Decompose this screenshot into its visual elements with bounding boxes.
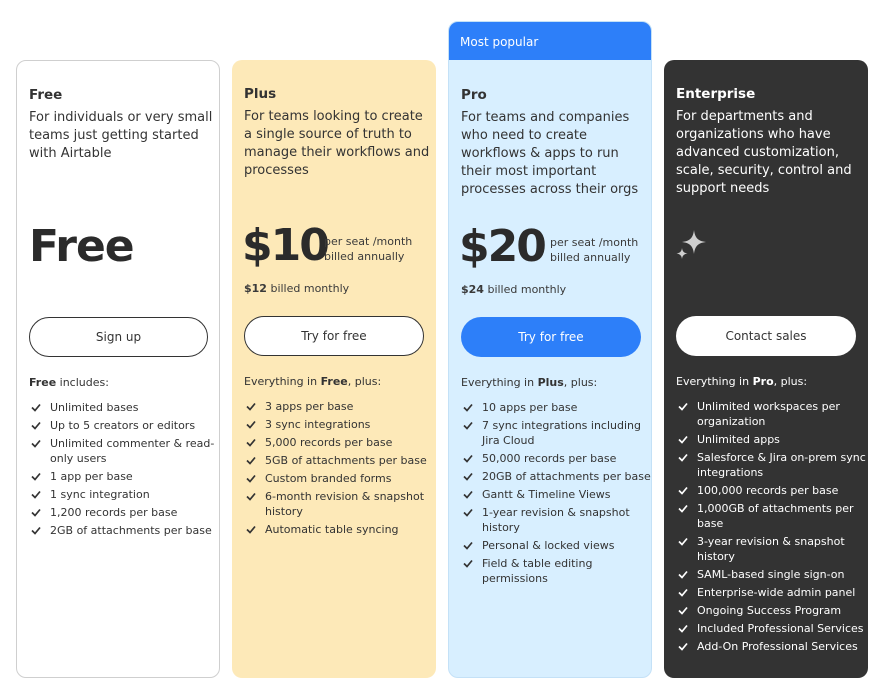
feature-text: Unlimited bases [50, 401, 139, 414]
check-icon [246, 456, 256, 465]
check-icon [678, 402, 688, 411]
feature-item [244, 399, 434, 414]
check-icon [463, 454, 473, 463]
plan-description: For teams looking to create a single source of truth to manage their workflows and processes [244, 109, 430, 178]
feature-item [244, 522, 434, 537]
contact-sales-button[interactable]: Contact sales [676, 316, 856, 356]
feature-item [461, 469, 651, 484]
feature-item [461, 400, 651, 415]
feature-text: 5GB of attachments per base [265, 454, 427, 467]
feature-item [29, 436, 219, 466]
feature-text: 1 app per base [50, 470, 133, 483]
feature-item [244, 453, 434, 468]
check-icon [246, 402, 256, 411]
check-icon [678, 624, 688, 633]
feature-item [676, 603, 866, 618]
check-icon [31, 526, 41, 535]
plan-description: For departments and organizations who have advanced customization, scale, security, control and support needs [676, 109, 852, 196]
try-for-free-button[interactable]: Try for free [244, 316, 424, 356]
feature-item [676, 399, 866, 429]
feature-text: Unlimited commenter & read-only users [50, 437, 215, 465]
feature-item [244, 489, 434, 519]
feature-item [461, 505, 651, 535]
check-icon [678, 606, 688, 615]
check-icon [463, 403, 473, 412]
check-icon [31, 508, 41, 517]
plan-description: For teams and companies who need to create workflows & apps to run their most important processes across their orgs [461, 110, 639, 197]
monthly-price: $12 billed monthly [244, 282, 350, 295]
feature-text: Included Professional Services [697, 622, 864, 635]
feature-item [676, 432, 866, 447]
feature-item [29, 418, 219, 433]
plan-name: Free [29, 87, 63, 103]
feature-item [244, 435, 434, 450]
feature-text: 1,200 records per base [50, 506, 178, 519]
feature-text: Up to 5 creators or editors [50, 419, 196, 432]
feature-list [29, 400, 219, 541]
check-icon [463, 421, 473, 430]
feature-text: 6-month revision & snapshot history [265, 490, 425, 518]
check-icon [246, 525, 256, 534]
check-icon [463, 541, 473, 550]
feature-list [676, 399, 866, 657]
includes-heading: Free includes: [29, 376, 109, 389]
feature-item [244, 417, 434, 432]
check-icon [463, 508, 473, 517]
check-icon [246, 438, 256, 447]
feature-item [461, 556, 651, 586]
check-icon [31, 403, 41, 412]
check-icon [31, 421, 41, 430]
check-icon [31, 490, 41, 499]
plan-card-enterprise [664, 60, 868, 678]
feature-item [461, 451, 651, 466]
feature-item [244, 471, 434, 486]
feature-item [676, 567, 866, 582]
monthly-price: $24 billed monthly [461, 283, 567, 296]
feature-text: SAML-based single sign-on [697, 568, 845, 581]
feature-list [244, 399, 434, 540]
feature-item [676, 450, 866, 480]
feature-item [29, 523, 219, 538]
feature-text: 1-year revision & snapshot history [482, 506, 630, 534]
check-icon [246, 420, 256, 429]
feature-text: 1,000GB of attachments per base [697, 502, 854, 530]
includes-heading: Everything in Plus, plus: [461, 376, 598, 389]
feature-item [676, 585, 866, 600]
feature-text: 50,000 records per base [482, 452, 617, 465]
feature-item [29, 487, 219, 502]
includes-heading: Everything in Pro, plus: [676, 375, 808, 388]
plan-name: Enterprise [676, 86, 756, 102]
check-icon [678, 486, 688, 495]
check-icon [246, 492, 256, 501]
check-icon [678, 588, 688, 597]
feature-text: Personal & locked views [482, 539, 615, 552]
feature-text: 3 sync integrations [265, 418, 371, 431]
feature-text: 7 sync integrations including Jira Cloud [482, 419, 642, 447]
plan-card-pro [448, 21, 652, 678]
plan-price: $20 [459, 221, 545, 272]
check-icon [678, 435, 688, 444]
feature-text: 3-year revision & snapshot history [697, 535, 845, 563]
feature-text: Add-On Professional Services [697, 640, 858, 653]
feature-text: 5,000 records per base [265, 436, 393, 449]
feature-text: Gantt & Timeline Views [482, 488, 611, 501]
price-note: per seat /month billed annually [324, 235, 413, 263]
feature-item [29, 505, 219, 520]
try-for-free-button[interactable]: Try for free [461, 317, 641, 357]
feature-item [676, 534, 866, 564]
feature-text: Field & table editing permissions [482, 557, 593, 585]
feature-text: Enterprise-wide admin panel [697, 586, 856, 599]
feature-text: 2GB of attachments per base [50, 524, 212, 537]
check-icon [31, 472, 41, 481]
check-icon [678, 453, 688, 462]
feature-item [29, 469, 219, 484]
feature-item [29, 400, 219, 415]
feature-text: Ongoing Success Program [697, 604, 842, 617]
plan-card-free [16, 60, 220, 678]
plan-name: Pro [461, 87, 487, 103]
check-icon [678, 504, 688, 513]
includes-heading: Everything in Free, plus: [244, 375, 382, 388]
feature-item [676, 621, 866, 636]
check-icon [678, 537, 688, 546]
plan-card-plus [232, 60, 436, 678]
sign-up-button[interactable]: Sign up [29, 317, 208, 357]
feature-text: Unlimited workspaces per organization [697, 400, 840, 428]
feature-item [461, 538, 651, 553]
feature-list [461, 400, 651, 589]
feature-text: 3 apps per base [265, 400, 354, 413]
feature-item [461, 418, 651, 448]
plan-price: Free [29, 221, 134, 272]
price-note: per seat /month billed annually [550, 236, 639, 264]
feature-item [676, 483, 866, 498]
feature-item [676, 639, 866, 654]
check-icon [246, 474, 256, 483]
plan-description: For individuals or very small teams just getting started with Airtable [29, 110, 213, 161]
feature-text: Unlimited apps [697, 433, 780, 446]
most-popular-badge: Most popular [449, 22, 651, 60]
check-icon [678, 570, 688, 579]
feature-item [461, 487, 651, 502]
check-icon [463, 490, 473, 499]
feature-text: Salesforce & Jira on-prem sync integrations [697, 451, 866, 479]
check-icon [463, 559, 473, 568]
check-icon [31, 439, 41, 448]
check-icon [678, 642, 688, 651]
plan-name: Plus [244, 86, 277, 102]
feature-text: Custom branded forms [265, 472, 392, 485]
feature-text: 100,000 records per base [697, 484, 839, 497]
feature-text: 20GB of attachments per base [482, 470, 651, 483]
check-icon [463, 472, 473, 481]
feature-text: Automatic table syncing [265, 523, 399, 536]
feature-text: 10 apps per base [482, 401, 578, 414]
plan-price: $10 [242, 220, 328, 271]
feature-text: 1 sync integration [50, 488, 150, 501]
sparkle-icon [674, 226, 710, 262]
feature-item [676, 501, 866, 531]
